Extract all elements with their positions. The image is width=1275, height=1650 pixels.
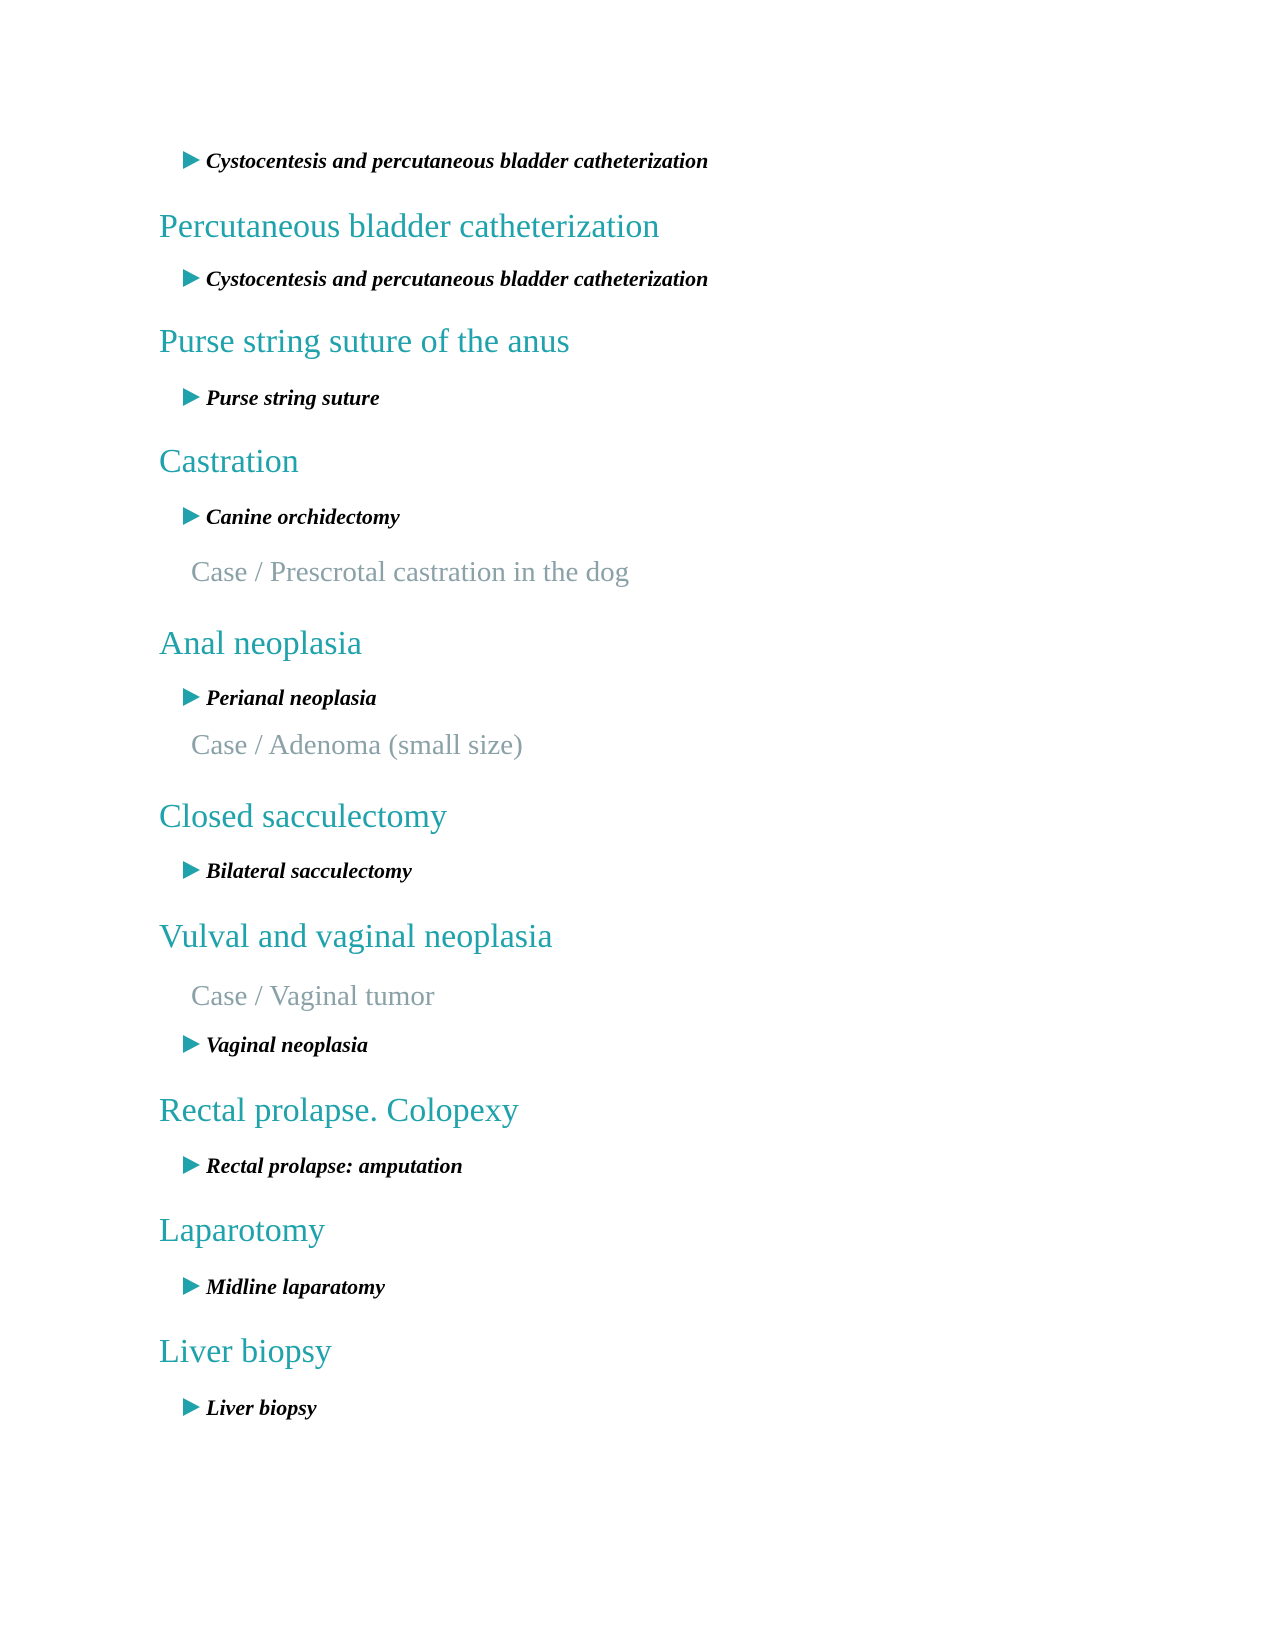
section-heading-percutaneous-bladder-catheterization: Percutaneous bladder catheterization <box>159 208 660 245</box>
section-heading-purse-string-suture: Purse string suture of the anus <box>159 323 570 360</box>
video-link-cystocentesis[interactable] <box>183 147 708 175</box>
section-heading-castration: Castration <box>159 443 299 480</box>
video-link-rectal-prolapse-amputation[interactable] <box>183 1152 463 1180</box>
play-triangle-icon <box>183 507 200 525</box>
section-heading-closed-sacculectomy: Closed sacculectomy <box>159 798 447 835</box>
video-link-label: Cystocentesis and percutaneous bladder catheterization <box>206 148 709 173</box>
play-triangle-icon <box>183 1277 200 1295</box>
play-triangle-icon <box>183 1035 200 1053</box>
section-heading-vulval-vaginal-neoplasia: Vulval and vaginal neoplasia <box>159 918 553 955</box>
video-link-vaginal-neoplasia[interactable] <box>183 1031 368 1059</box>
video-link-purse-string-suture[interactable] <box>183 384 380 412</box>
play-triangle-icon <box>183 151 200 169</box>
video-link-midline-laparatomy[interactable] <box>183 1273 385 1301</box>
section-heading-rectal-prolapse-colopexy: Rectal prolapse. Colopexy <box>159 1092 519 1129</box>
video-link-label: Liver biopsy <box>206 1395 317 1420</box>
video-link-label: Perianal neoplasia <box>206 685 377 710</box>
video-link-liver-biopsy[interactable] <box>183 1394 317 1422</box>
play-triangle-icon <box>183 388 200 406</box>
video-link-cystocentesis-2[interactable] <box>183 265 708 293</box>
video-link-perianal-neoplasia[interactable] <box>183 684 377 712</box>
video-link-bilateral-sacculectomy[interactable] <box>183 857 412 885</box>
case-link-prescrotal-castration[interactable]: Case / Prescrotal castration in the dog <box>191 556 630 588</box>
play-triangle-icon <box>183 269 200 287</box>
play-triangle-icon <box>183 861 200 879</box>
section-heading-anal-neoplasia: Anal neoplasia <box>159 625 362 662</box>
section-heading-liver-biopsy: Liver biopsy <box>159 1333 332 1370</box>
video-link-label: Vaginal neoplasia <box>206 1032 368 1057</box>
video-link-label: Midline laparatomy <box>206 1274 386 1299</box>
case-link-adenoma[interactable]: Case / Adenoma (small size) <box>191 729 523 761</box>
video-link-label: Purse string suture <box>206 385 380 410</box>
play-triangle-icon <box>183 1156 200 1174</box>
section-heading-laparotomy: Laparotomy <box>159 1212 326 1249</box>
play-triangle-icon <box>183 1398 200 1416</box>
video-link-label: Cystocentesis and percutaneous bladder catheterization <box>206 266 709 291</box>
case-link-vaginal-tumor[interactable]: Case / Vaginal tumor <box>191 980 435 1012</box>
video-link-label: Canine orchidectomy <box>206 504 400 529</box>
video-link-label: Bilateral sacculectomy <box>206 858 412 883</box>
video-link-canine-orchidectomy[interactable] <box>183 503 400 531</box>
video-link-label: Rectal prolapse: amputation <box>206 1153 463 1178</box>
play-triangle-icon <box>183 688 200 706</box>
